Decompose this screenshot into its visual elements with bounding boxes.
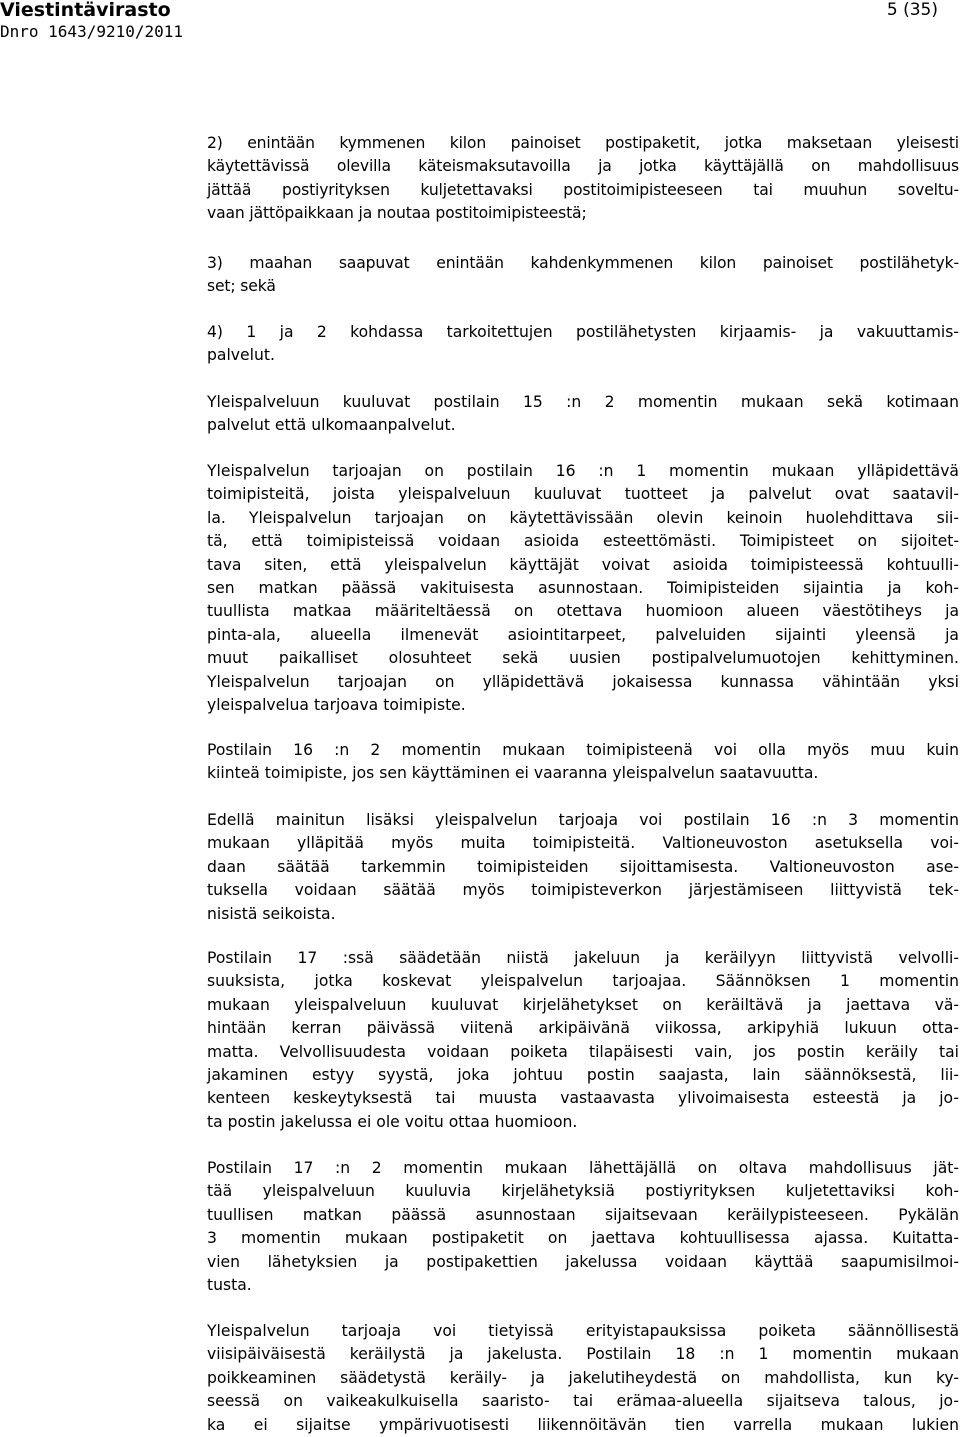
text-line: kiinteä toimipiste, jos sen käyttäminen ei vaaranna yleispalvelun saatavuutta. [207, 764, 819, 783]
text-line: jakaminen estyy syystä, joka johtuu postin saajasta, lain säännöksestä, lii- [207, 1066, 959, 1085]
text-line: nisistä seikoista. [207, 904, 336, 923]
text-line: jättää postiyrityksen kuljetettavaksi postitoimipisteeseen tai muuhun soveltu- [207, 180, 959, 199]
text-line: matta. Velvollisuudesta voidaan poiketa tilapäisesti vain, jos postin keräily tai [207, 1042, 959, 1061]
paragraph [207, 739, 959, 786]
text-line: tuullisen matkan päässä asunnostaan sijaitsevaan keräilypisteeseen. Pykälän [207, 1205, 959, 1224]
organization-name: Viestintävirasto [0, 0, 171, 21]
document-number: Dnro 1643/9210/2011 [0, 22, 184, 41]
text-line: Yleispalvelun tarjoaja voi tietyissä erityistapauksissa poiketa säännöllisestä [207, 1322, 959, 1340]
paragraph [207, 947, 959, 1134]
text-line: kenteen keskeytyksestä tai muusta vastaavasta ylivoimaisesta esteestä ja jo- [207, 1089, 959, 1108]
text-line: tuksella voidaan säätää myös toimipisteverkon järjestämiseen liittyvistä tek- [207, 881, 959, 900]
text-line: 2) enintään kymmenen kilon painoiset postipaketit, jotka maksetaan yleisesti [207, 134, 959, 152]
paragraph [207, 1157, 959, 1297]
text-line: 3) maahan saapuvat enintään kahdenkymmenen kilon painoiset postilähetyk- [207, 254, 959, 272]
text-line: Postilain 16 :n 2 momentin mukaan toimipisteenä voi olla myös muu kuin [207, 741, 959, 759]
text-line: tää yleispalveluun kuuluvia kirjelähetyksiä postiyrityksen kuljetettaviksi koh- [207, 1182, 959, 1201]
list-item-3 [207, 252, 959, 299]
text-line: vaan jättöpaikkaan ja noutaa postitoimipisteestä; [207, 204, 587, 223]
text-line: palvelut että ulkomaanpalvelut. [207, 416, 456, 435]
text-line: seessä on vaikeakulkuisella saaristo- tai erämaa-alueella sijaitseva talous, jo- [207, 1392, 959, 1411]
text-line: daan säätää tarkemmin toimipisteiden sijoittamisesta. Valtioneuvoston ase- [207, 857, 959, 876]
text-line: yleispalvelua tarjoava toimipiste. [207, 696, 466, 715]
text-line: 4) 1 ja 2 kohdassa tarkoitettujen postilähetysten kirjaamis- ja vakuuttamis- [207, 323, 959, 341]
text-line: suuksista, jotka koskevat yleispalvelun tarjoajaa. Säännöksen 1 momentin [207, 972, 959, 991]
text-line: Yleispalveluun kuuluvat postilain 15 :n 2 momentin mukaan sekä kotimaan [207, 393, 959, 411]
page-number: 5 (35) [886, 0, 938, 20]
text-line: Postilain 17 :ssä säädetään niistä jakeluun ja keräilyyn liittyvistä velvolli- [207, 949, 959, 967]
text-line: vien lähetyksien ja postipakettien jakelussa voidaan käyttää saapumisilmoi- [207, 1252, 959, 1271]
text-line: Yleispalvelun tarjoajan on ylläpidettävä jokaisessa kunnassa vähintään yksi [207, 672, 959, 691]
paragraph [207, 1320, 959, 1437]
text-line: käytettävissä olevilla käteismaksutavoilla ja jotka käyttäjällä on mahdollisuus [207, 157, 959, 176]
paragraph [207, 809, 959, 926]
text-line: ta postin jakelussa ei ole voitu ottaa huomioon. [207, 1112, 578, 1131]
text-line: mukaan ylläpitää myös muita toimipisteitä. Valtioneuvoston asetuksella voi- [207, 834, 959, 853]
text-line: Edellä mainitun lisäksi yleispalvelun tarjoaja voi postilain 16 :n 3 momentin [207, 811, 959, 829]
text-line: 3 momentin mukaan postipaketit on jaettava kohtuullisessa ajassa. Kuitatta- [207, 1229, 959, 1248]
list-item-4 [207, 321, 959, 368]
text-line: sen matkan päässä vakituisesta asunnostaan. Toimipisteiden sijaintia ja koh- [207, 579, 959, 598]
text-line: toimipisteitä, joista yleispalveluun kuuluvat tuotteet ja palvelut ovat saatavil- [207, 485, 959, 504]
text-line: tä, että toimipisteissä voidaan asioida esteettömästi. Toimipisteet on sijoitet- [207, 532, 959, 551]
text-line: ka ei sijaitse ympärivuotisesti liikennöitävän tien varrella mukaan lukien [207, 1415, 959, 1434]
text-line: set; sekä [207, 277, 276, 296]
text-line: Postilain 17 :n 2 momentin mukaan lähettäjällä on oltava mahdollisuus jät- [207, 1159, 959, 1177]
text-line: mukaan yleispalveluun kuuluvat kirjelähetykset on keräiltävä ja jaettava vä- [207, 995, 959, 1014]
text-line: Yleispalvelun tarjoajan on postilain 16 :n 1 momentin mukaan ylläpidettävä [207, 462, 959, 480]
text-line: poikkeaminen säädetystä keräily- ja jakelutiheydestä on mahdollista, kun ky- [207, 1368, 959, 1387]
list-item-2 [207, 132, 959, 226]
paragraph [207, 391, 959, 438]
text-line: pinta-ala, alueella ilmenevät asiointitarpeet, palveluiden sijainti yleensä ja [207, 625, 959, 644]
text-line: tusta. [207, 1276, 252, 1295]
paragraph [207, 460, 959, 717]
text-line: tuullista matkaa määriteltäessä on otettava huomioon alueen väestötiheys ja [207, 602, 959, 621]
text-line: hintään kerran päivässä viitenä arkipäivänä viikossa, arkipyhiä lukuun otta- [207, 1019, 959, 1038]
text-line: viisipäiväisestä keräilystä ja jakelusta. Postilain 18 :n 1 momentin mukaan [207, 1345, 959, 1364]
page-header [0, 0, 960, 44]
text-line: muut paikalliset olosuhteet sekä uusien postipalvelumuotojen kehittyminen. [207, 649, 959, 668]
text-line: tava siten, että yleispalvelun käyttäjät voivat asioida toimipisteessä kohtuulli- [207, 555, 959, 574]
text-line: la. Yleispalvelun tarjoajan on käytettävissään olevin keinoin huolehdittava sii- [207, 508, 959, 527]
text-line: palvelut. [207, 346, 275, 365]
